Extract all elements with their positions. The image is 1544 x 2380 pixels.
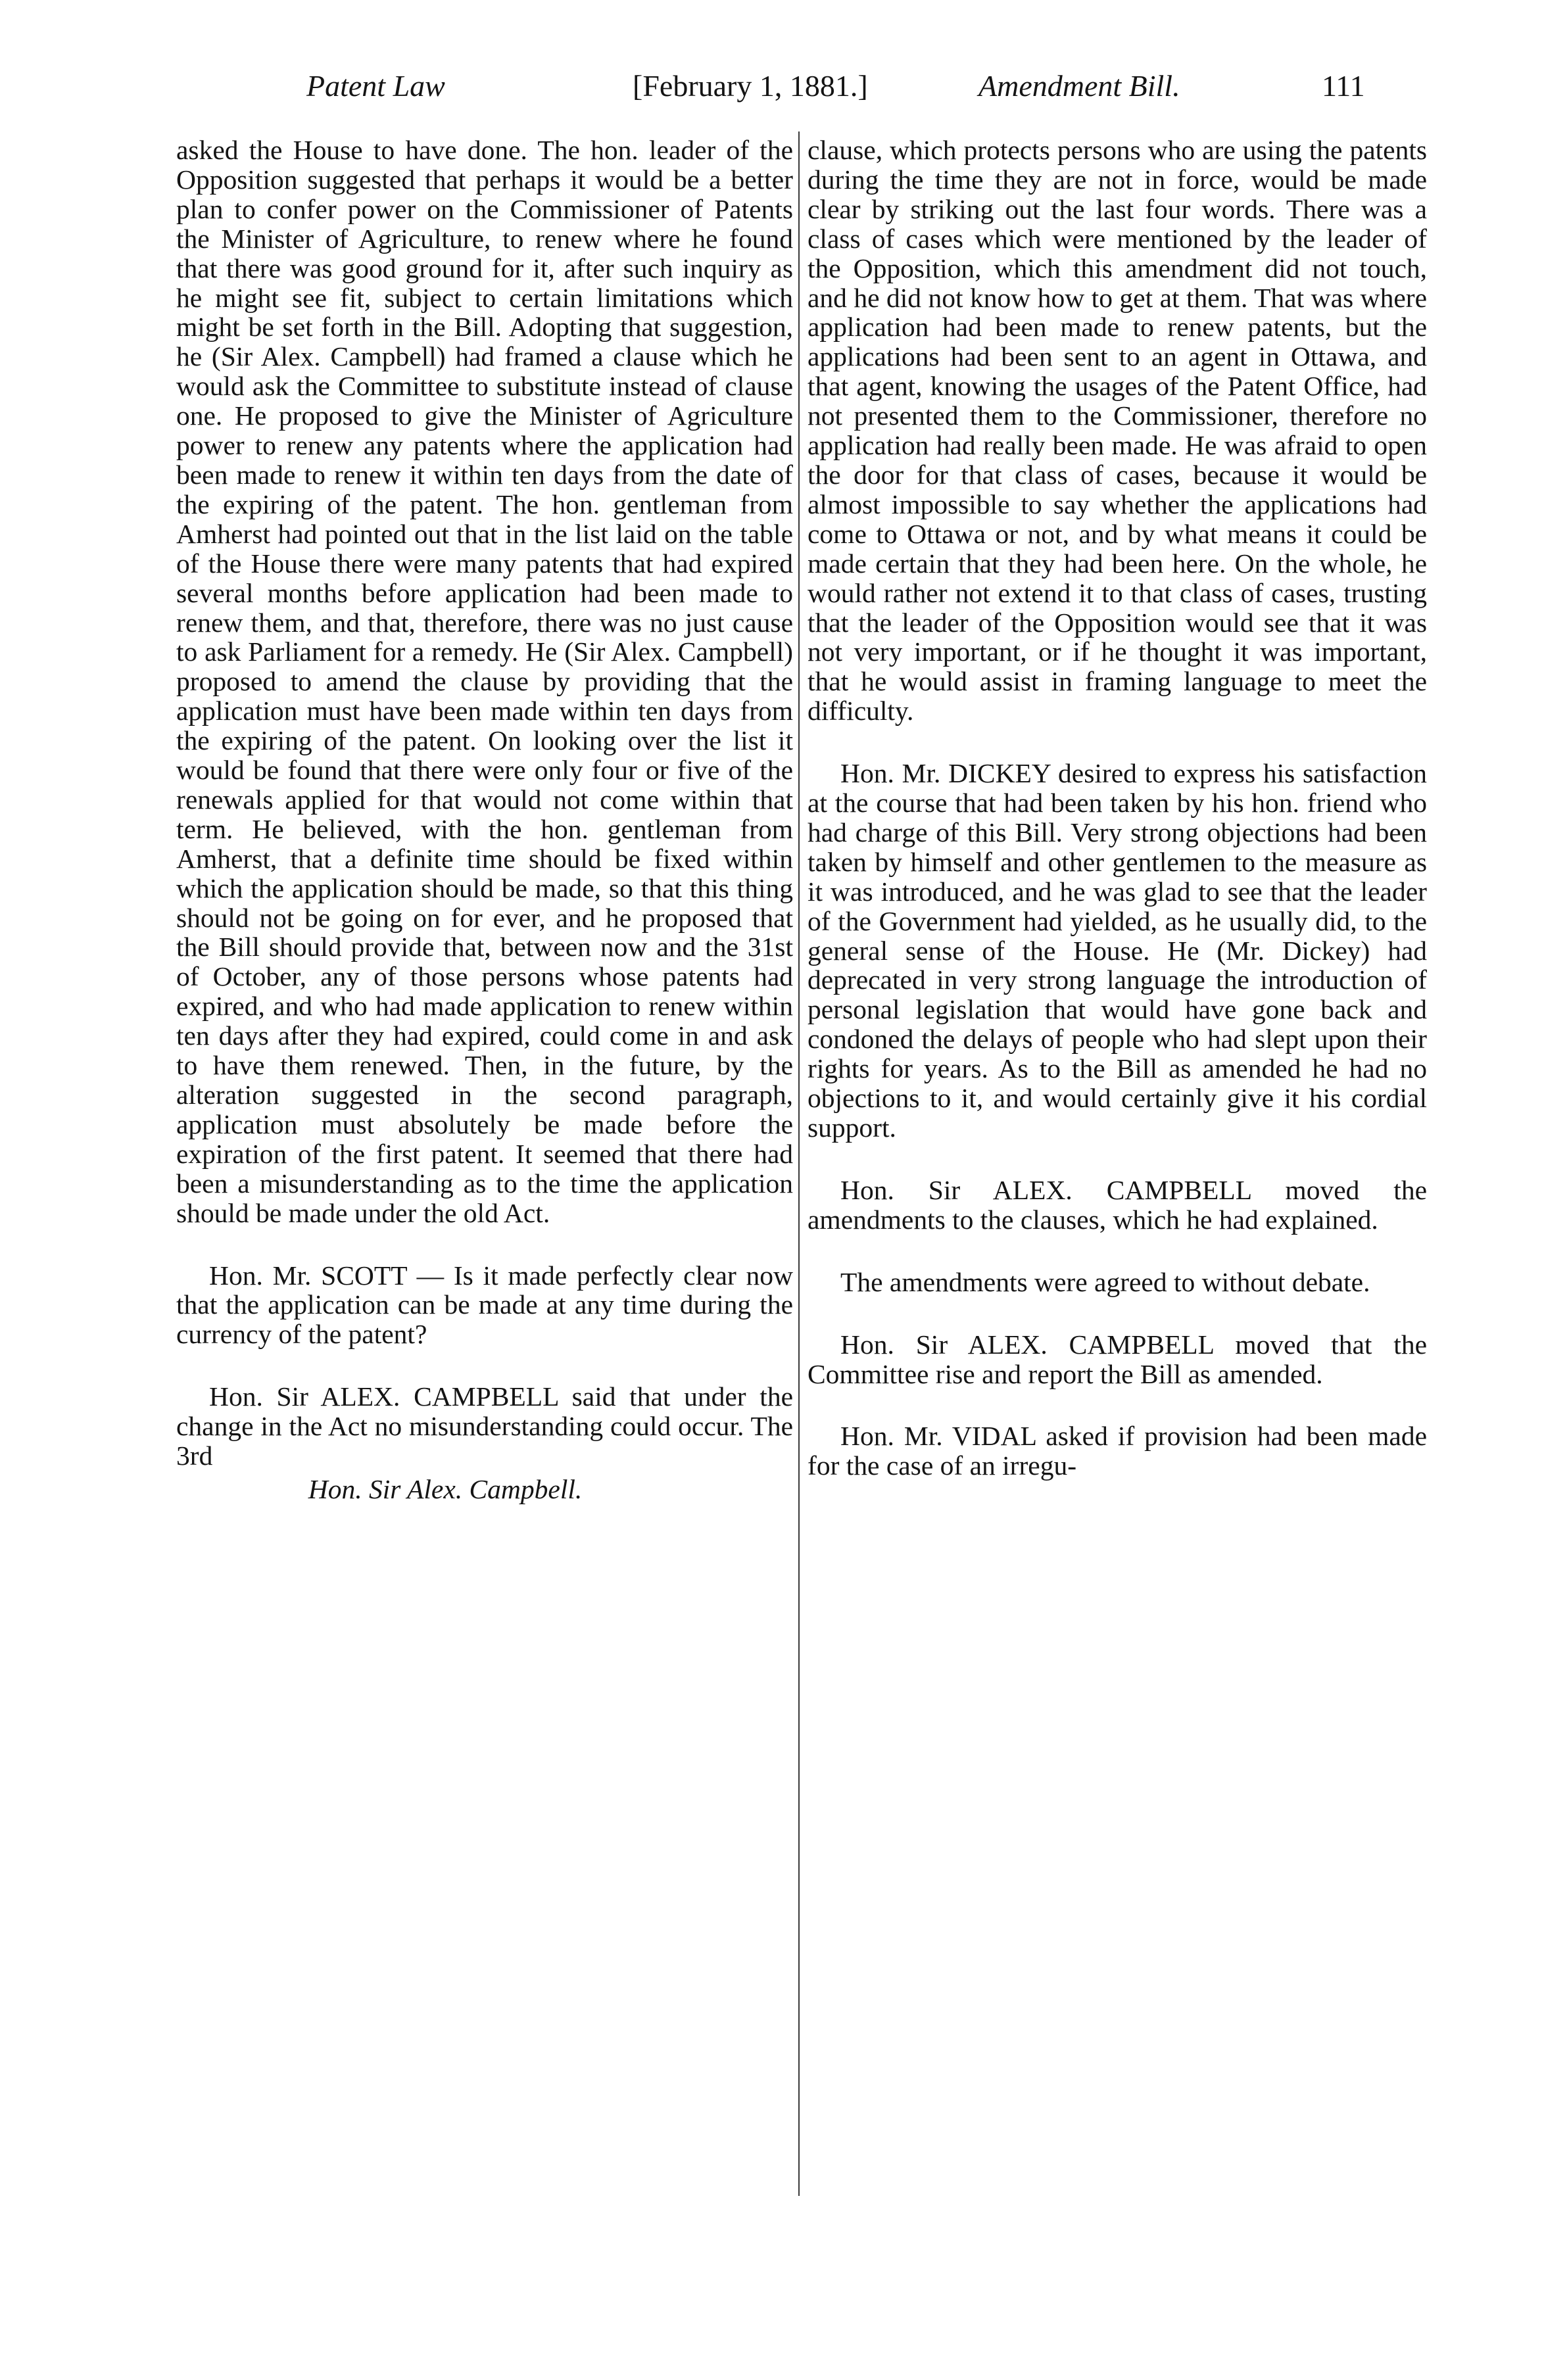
right-paragraph-6: Hon. Mr. VIDAL asked if provision had been made for the case of an irregu-: [808, 1421, 1427, 1481]
running-header: [0, 68, 1544, 121]
left-paragraph-2: Hon. Mr. SCOTT — Is it made perfectly clear now that the application can be made at any time during the currency of the patent?: [176, 1260, 793, 1350]
left-paragraph-3: Hon. Sir ALEX. CAMPBELL said that under the change in the Act no misunderstanding could occur. The 3rd: [176, 1381, 793, 1471]
column-divider: [798, 131, 800, 2196]
right-paragraph-5: Hon. Sir ALEX. CAMPBELL moved that the Committee rise and report the Bill as amended.: [808, 1329, 1427, 1389]
right-paragraph-3: Hon. Sir ALEX. CAMPBELL moved the amendments to the clauses, which he had explained.: [808, 1174, 1427, 1235]
header-left-title: Patent Law: [306, 69, 445, 103]
right-paragraph-1: clause, which protects persons who are using the patents during the time they are not in force, would be made clear by striking out the last four words. There was a class of cases which were mentioned by the leader of the Opposition, which this amendment did not touch, and he did not know how to get at them. That was where application had been made to renew patents, but the applications had been sent to an agent in Ottawa, and that agent, knowing the usages of the Patent Office, had not presented them to the Commissioner, therefore no application had really been made. He was afraid to open the door for that class of cases, because it would be almost impossible to say whether the applications had come to Ottawa or not, and by what means it could be made certain that they had been here. On the whole, he would rather not extend it to that class of cases, trusting that the leader of the Opposition would see that it was not very important, or if he thought it was important, that he would assist in framing language to meet the difficulty.: [808, 135, 1427, 726]
speaker-signature: Hon. Sir Alex. Campbell.: [308, 1473, 583, 1504]
header-date: [February 1, 1881.]: [633, 69, 868, 103]
left-column: [176, 135, 793, 1504]
right-paragraph-2: Hon. Mr. DICKEY desired to express his satisfaction at the course that had been taken by his hon. friend who had charge of this Bill. Very strong objections had been taken by himself and other gentlemen to the measure as it was introduced, and he was glad to see that the leader of the Government had yielded, as he usually did, to the general sense of the House. He (Mr. Dickey) had deprecated in very strong language the introduction of personal legislation that would have gone back and condoned the delays of people who had slept upon their rights for years. As to the Bill as amended he had no objections to it, and would certainly give it his cordial support.: [808, 758, 1427, 1143]
right-paragraph-4: The amendments were agreed to without debate.: [840, 1266, 1370, 1297]
left-paragraph-1: asked the House to have done. The hon. leader of the Opposition suggested that perhaps it would be a better plan to confer power on the Commissioner of Patents the Minister of Agriculture, to renew where he found that there was good ground for it, after such inquiry as he might see fit, subject to certain limitations which might be set forth in the Bill. Adopting that suggestion, he (Sir Alex. Campbell) had framed a clause which he would ask the Committee to substitute instead of clause one. He proposed to give the Minister of Agriculture power to renew any patents where the application had been made to renew it within ten days from the date of the expiring of the patent. The hon. gentleman from Amherst had pointed out that in the list laid on the table of the House there were many patents that had expired several months before application had been made to renew them, and that, therefore, there was no just cause to ask Parliament for a remedy. He (Sir Alex. Campbell) proposed to amend the clause by providing that the application must have been made within ten days from the expiring of the patent. On looking over the list it would be found that there were only four or five of the renewals applied for that would not come within that term. He believed, with the hon. gentleman from Amherst, that a definite time should be fixed within which the application should be made, so that this thing should not be going on for ever, and he proposed that the Bill should provide that, between now and the 31st of October, any of those persons whose patents had expired, and who had made application to renew within ten days after they had expired, could come in and ask to have them renewed. Then, in the future, by the alteration suggested in the second paragraph, application must absolutely be made before the expiration of the first patent. It seemed that there had been a misunderstanding as to the time the application should be made under the old Act.: [176, 135, 793, 1228]
page-number: 111: [1322, 69, 1365, 103]
header-right-title: Amendment Bill.: [978, 69, 1180, 103]
right-column: [808, 135, 1427, 1481]
